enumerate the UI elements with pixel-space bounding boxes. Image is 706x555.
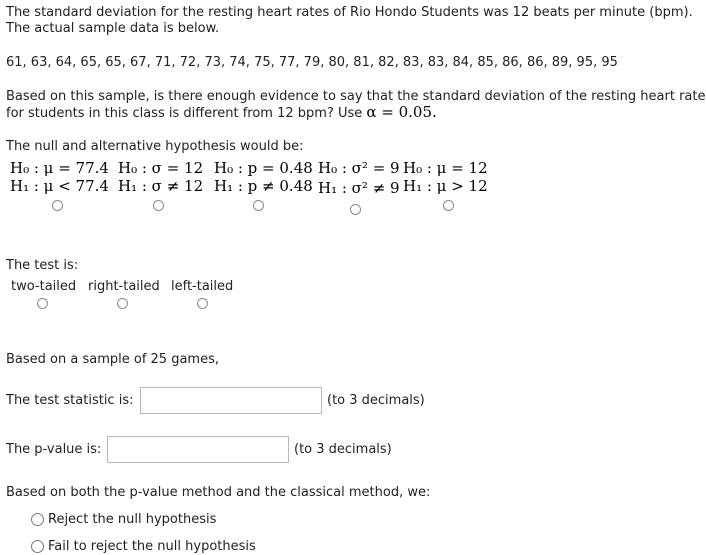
test-statistic-input[interactable]	[140, 387, 322, 414]
hypothesis-option-4-radio[interactable]	[350, 204, 361, 215]
test-type-two-tailed-radio[interactable]	[37, 298, 48, 309]
reject-null-radio[interactable]	[31, 513, 44, 526]
test-type-left-tailed-radio[interactable]	[197, 298, 208, 309]
test-type-prompt: The test is:	[6, 258, 79, 273]
p-value-label: The p-value is:	[6, 442, 102, 457]
test-statistic-hint: (to 3 decimals)	[327, 393, 425, 408]
hypothesis-option-4-h0: H₀ : σ² = 9	[318, 159, 400, 177]
sample-data: 61, 63, 64, 65, 65, 67, 71, 72, 73, 74, 75, 77, 79, 80, 81, 82, 83, 83, 84, 85, 86, 86, 89, 95, 95	[6, 55, 618, 70]
question-line-2	[6, 104, 437, 122]
test-type-option-two-tailed: two-tailed	[11, 279, 77, 294]
hypothesis-option-4-h1: H₁ : σ² ≠ 9	[318, 179, 400, 197]
hypotheses-prompt: The null and alternative hypothesis would be:	[6, 139, 304, 154]
alpha-value: α = 0.05.	[366, 103, 437, 121]
hypothesis-option-1-radio[interactable]	[52, 200, 63, 211]
hypothesis-option-2-h1: H₁ : σ ≠ 12	[118, 177, 204, 195]
hypothesis-option-3-h1: H₁ : p ≠ 0.48	[214, 177, 313, 195]
hypothesis-option-1-h1: H₁ : μ < 77.4	[10, 177, 109, 195]
test-statistic-label: The test statistic is:	[6, 393, 134, 408]
hypothesis-option-3-h0: H₀ : p = 0.48	[214, 159, 313, 177]
intro-line-2: The actual sample data is below.	[6, 21, 220, 36]
p-value-input[interactable]	[107, 436, 289, 463]
reject-null-label[interactable]: Reject the null hypothesis	[48, 512, 217, 527]
intro-line-1: The standard deviation for the resting heart rates of Rio Hondo Students was 12 beats per minute (bpm).	[6, 5, 693, 20]
p-value-hint: (to 3 decimals)	[294, 442, 392, 457]
hypothesis-option-5-radio[interactable]	[443, 200, 454, 211]
fail-to-reject-null-label[interactable]: Fail to reject the null hypothesis	[48, 539, 256, 554]
hypothesis-option-2-h0: H₀ : σ = 12	[118, 159, 204, 177]
sample-note: Based on a sample of 25 games,	[6, 352, 219, 367]
hypothesis-option-2-radio[interactable]	[153, 200, 164, 211]
hypothesis-option-3-radio[interactable]	[253, 200, 264, 211]
hypothesis-option-5-h1: H₁ : μ > 12	[403, 177, 488, 195]
question-line-2-text: for students in this class is different from 12 bpm? Use	[6, 106, 367, 121]
test-type-right-tailed-radio[interactable]	[117, 298, 128, 309]
test-type-option-right-tailed: right-tailed	[88, 279, 160, 294]
test-type-option-left-tailed: left-tailed	[171, 279, 234, 294]
hypothesis-option-1-h0: H₀ : μ = 77.4	[10, 159, 109, 177]
conclusion-prompt: Based on both the p-value method and the classical method, we:	[6, 485, 431, 500]
question-line-1: Based on this sample, is there enough evidence to say that the standard deviation of the resting heart rate	[6, 89, 706, 104]
fail-to-reject-null-radio[interactable]	[31, 540, 44, 553]
hypothesis-option-5-h0: H₀ : μ = 12	[403, 159, 488, 177]
